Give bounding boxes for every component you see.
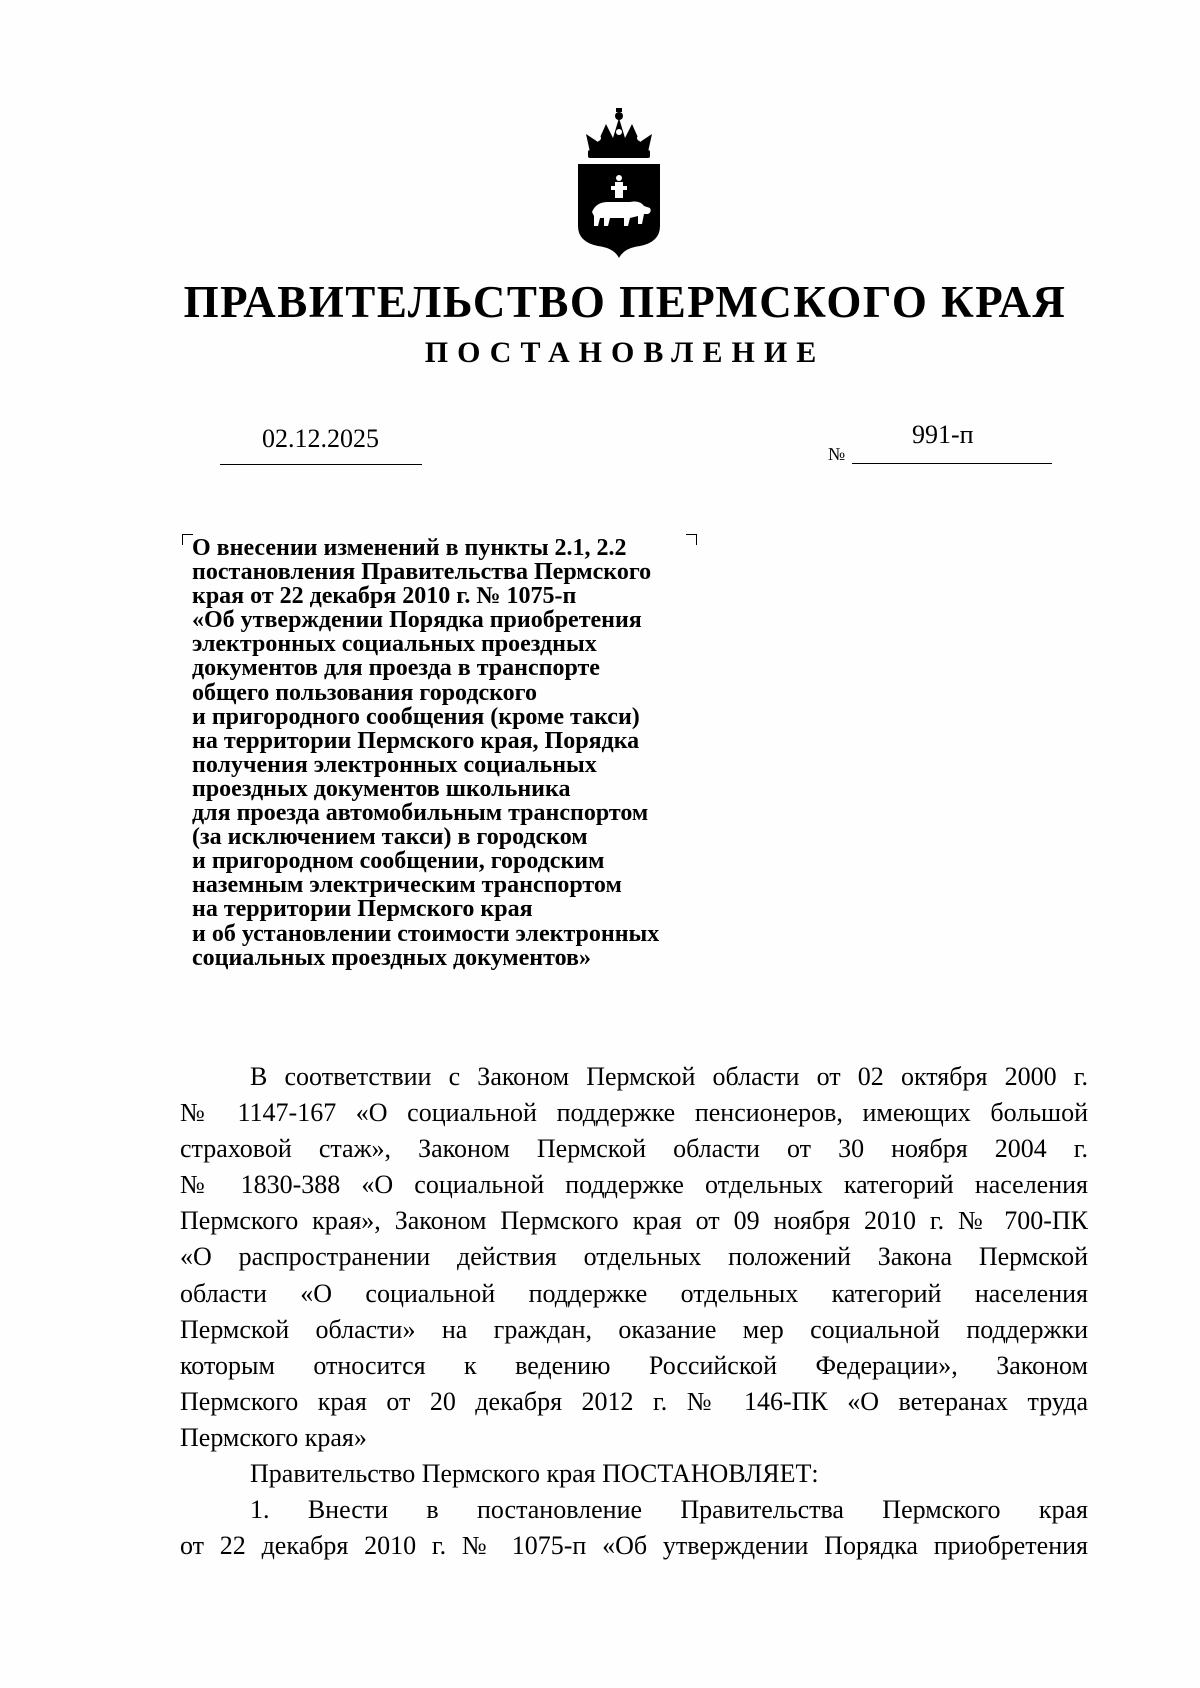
subject-line: на территории Пермского края, Порядка (192, 727, 640, 754)
subject-line: получения электронных социальных (192, 751, 597, 778)
subject-line: постановления Правительства Пермского (192, 559, 652, 586)
subject-line: «Об утверждении Порядка приобретения (192, 607, 642, 634)
body-line: «О распространении действия отдельных положений Закона Пермской (180, 1242, 1088, 1272)
number-field (828, 420, 1052, 464)
body-line: № 1830-388 «О социальной поддержке отдельных категорий населения (180, 1170, 1088, 1200)
subject-line: О внесении изменений в пункты 2.1, 2.2 (192, 535, 627, 561)
subject-line: и пригородном сообщении, городским (192, 848, 605, 875)
document-kind-title: ПОСТАНОВЛЕНИЕ (424, 336, 826, 369)
subject-line: проездных документов школьника (192, 775, 571, 802)
body-line: 1. Внести в постановление Правительства Пермского края (250, 1495, 1088, 1525)
number-underline (852, 463, 1052, 464)
subject-line: для проезда автомобильным транспортом (192, 800, 649, 827)
subject-line: на территории Пермского края (192, 896, 533, 923)
subject-line: и пригородного сообщения (кроме такси) (192, 703, 640, 730)
coat-of-arms-icon (572, 108, 666, 260)
subject-line: документов для проезда в транспорте (192, 655, 600, 682)
document-subject (192, 536, 772, 970)
body-line: Пермского края от 20 декабря 2012 г. № 146-ПК «О ветеранах труда (180, 1386, 1088, 1416)
government-title: ПРАВИТЕЛЬСТВО ПЕРМСКОГО КРАЯ (183, 277, 1067, 327)
subject-line: и об установлении стоимости электронных (192, 920, 660, 947)
body-line: Пермской области» на граждан, оказание мер социальной поддержки (180, 1314, 1088, 1344)
subject-line: наземным электрическим транспортом (192, 872, 622, 899)
body-line: Пермского края» (180, 1422, 367, 1452)
body-line: В соответствии с Законом Пермской области от 02 октября 2000 г. (250, 1062, 1088, 1091)
subject-line: (за исключением такси) в городском (192, 824, 588, 851)
body-line: № 1147-167 «О социальной поддержке пенсионеров, имеющих большой (180, 1098, 1088, 1128)
date-field (220, 422, 422, 465)
body-line: от 22 декабря 2010 г. № 1075-п «Об утверждении Порядка приобретения (180, 1531, 1088, 1561)
body-line: которым относится к ведению Российской Федерации», Законом (180, 1350, 1088, 1380)
subject-line: электронных социальных проездных (192, 631, 597, 658)
date-value: 02.12.2025 (262, 424, 379, 453)
subject-line: края от 22 декабря 2010 г. № 1075-п (192, 583, 577, 610)
number-value: 991-п (912, 420, 974, 449)
body-line: страховой стаж», Законом Пермской области от 30 ноября 2004 г. (180, 1134, 1088, 1164)
number-sign: № (828, 444, 846, 464)
body-line: Пермского края», Законом Пермского края от 09 ноября 2010 г. № 700-ПК (180, 1206, 1088, 1236)
subject-line: социальных проездных документов» (192, 944, 591, 971)
body-line: области «О социальной поддержке отдельных категорий населения (180, 1278, 1088, 1308)
subject-line: общего пользования городского (192, 679, 537, 706)
body-line: Правительство Пермского края ПОСТАНОВЛЯЕТ: (250, 1459, 819, 1489)
document-body (180, 1059, 1088, 1564)
